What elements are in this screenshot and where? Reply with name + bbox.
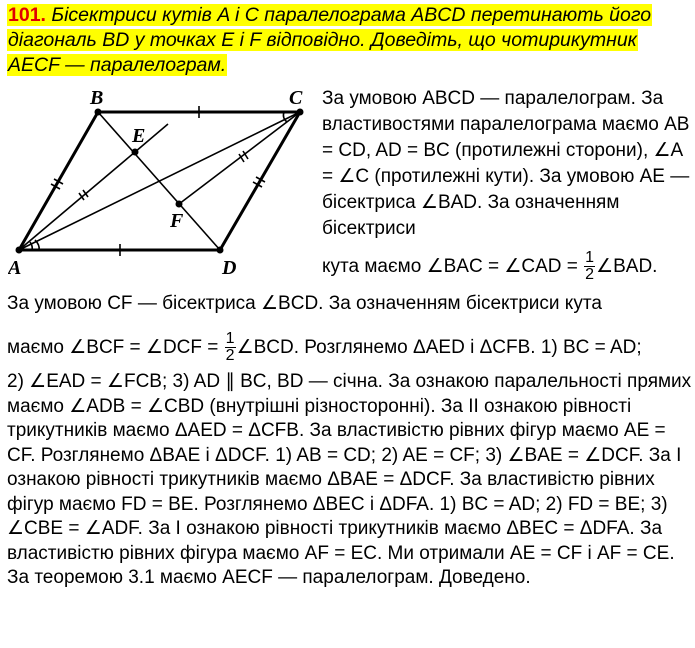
parallelogram-diagram bbox=[8, 80, 320, 280]
point-d bbox=[217, 247, 224, 254]
line-c-after: ∠BCD. Розглянемо ΔAED і ΔCFB. 1) BC = AD; bbox=[236, 337, 642, 358]
solution-line-bac bbox=[322, 241, 692, 293]
task-text: Бісектриси кутів A і C паралелограма ABCD перетинають його діагональ BD у точках E і F відповідно. Доведіть, що чотирикутник AECF — паралелограм. bbox=[8, 4, 652, 76]
solution-line-cf: За умовою CF — бісектриса ∠BCD. За означенням бісектриси кута bbox=[7, 293, 602, 314]
task-statement bbox=[7, 3, 692, 78]
line-a-before: кута маємо ∠BAC = ∠CAD = bbox=[322, 256, 584, 277]
solution-full-text: 2) ∠EAD = ∠FCB; 3) AD ∥ BC, BD — січна. За ознакою паралельності прямих маємо ∠ADB = ∠CBD (внутрішні різносторонні). За II ознакою рівності трикутників маємо ΔAED = ΔCFB. За властивістю рівних фігур маємо AE = CF. Розглянемо ΔBAE і ΔDCF. 1) AB = CD; 2) AE = CF; 3) ∠BAE = ∠DCF. За I ознакою рівності трикутників маємо ΔBAE = ΔDCF. За властивістю рівних фігур маємо FD = BE. Розглянемо ΔBEC і ΔDFA. 1) BC = AD; 2) FD = BE; 3) ∠CBE = ∠ADF. За I ознакою рівності трикутників маємо ΔBEC = ΔDFA. За властивістю рівних фігура маємо AF = EC. Ми отримали AE = CF і AF = CE. За теоремою 3.1 маємо AECF — паралелограм. Доведено. bbox=[7, 371, 692, 588]
line-c-before: маємо ∠BCF = ∠DCF = bbox=[7, 337, 224, 358]
task-number: 101. bbox=[8, 4, 46, 26]
point-f bbox=[176, 201, 183, 208]
point-a bbox=[16, 247, 23, 254]
fraction-denominator: 2 bbox=[225, 347, 235, 365]
solution-line-bcf bbox=[7, 322, 692, 374]
label-e: E bbox=[132, 125, 146, 147]
solution-side-text: За умовою ABCD — паралелограм. За властивостями паралелограма маємо AB = CD, AD = BC (протилежні сторони), ∠A = ∠C (протилежні кути). За умовою AE — бісектриса ∠BAD. За означенням бісектриси bbox=[322, 88, 690, 239]
diagonal-bd bbox=[98, 112, 220, 250]
label-c: C bbox=[289, 87, 303, 109]
fraction-half-2 bbox=[225, 331, 236, 364]
label-f: F bbox=[170, 210, 184, 232]
point-c bbox=[297, 109, 304, 116]
fraction-numerator: 1 bbox=[225, 330, 235, 348]
point-e bbox=[132, 149, 139, 156]
label-b: B bbox=[90, 87, 104, 109]
line-a-after: ∠BAD. bbox=[596, 256, 658, 277]
fraction-half-1 bbox=[584, 250, 595, 283]
label-a: A bbox=[8, 257, 22, 279]
fraction-numerator: 1 bbox=[585, 249, 595, 267]
bisector-cf bbox=[179, 112, 300, 204]
point-b bbox=[95, 109, 102, 116]
parallelogram-figure bbox=[8, 80, 320, 280]
fraction-denominator: 2 bbox=[585, 266, 595, 284]
label-d: D bbox=[222, 257, 237, 279]
